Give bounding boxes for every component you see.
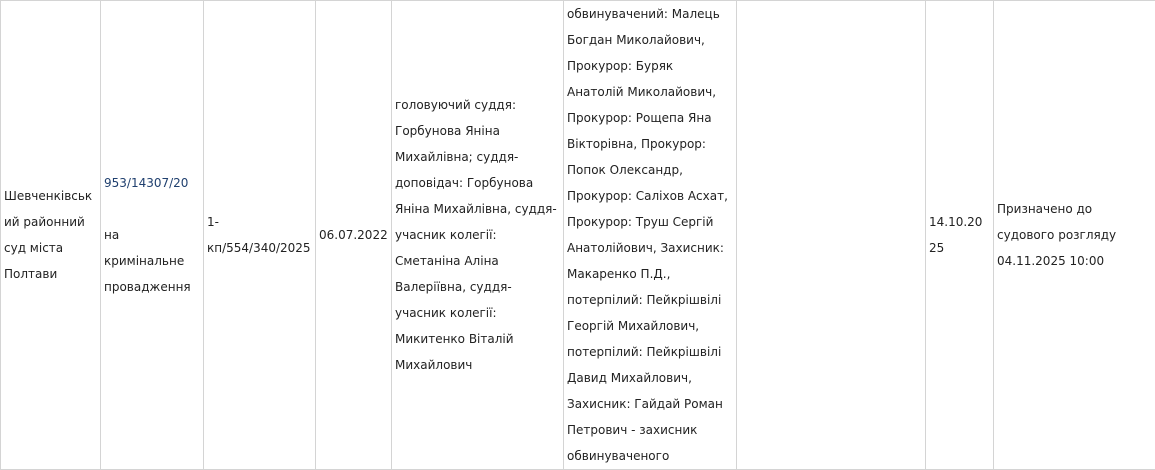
court-cell <box>1 1 101 470</box>
case-number-link[interactable]: 953/14307/20 <box>104 176 188 190</box>
judges-cell <box>392 1 564 470</box>
status-text: Призначено до судового розгляду 04.11.2025 10:00 <box>997 202 1116 268</box>
proceeding-number: 1-кп/554/340/2025 <box>207 215 311 255</box>
table-row <box>1 1 1155 470</box>
parties-cell <box>564 1 737 470</box>
parties-text: обвинувачений: Малець Богдан Миколайович, Прокурор: Буряк Анатолій Миколайович, Прокурор: Рощепа Яна Вікторівна, Прокурор: Попок Олександр, Прокурор: Саліхов Асхат, Прокурор: Труш Сергій Анатолійович, Захисник: Макаренко П.Д., потерпілий: Пейкрішвілі Георгій Михайлович, потерпілий: Пейкрішвілі Давид Михайлович, Захисник: Гайдай Роман Петрович - захисник обвинуваченого <box>567 7 728 463</box>
status-date: 14.10.2025 <box>929 215 982 255</box>
status-cell <box>994 1 1155 470</box>
status-date-cell <box>926 1 994 470</box>
case-number-cell <box>101 1 204 470</box>
court-name: Шевченківський районний суд міста Полтави <box>4 189 92 281</box>
judges-text: головуючий суддя: Горбунова Яніна Михайлівна; суддя-доповідач: Горбунова Яніна Михайлівна, суддя-учасник колегії: Сметаніна Аліна Валеріївна, суддя-учасник колегії: Микитенко Віталій Михайлович <box>395 98 557 372</box>
registration-date-cell <box>316 1 392 470</box>
proceeding-number-cell <box>204 1 316 470</box>
registration-date: 06.07.2022 <box>319 228 388 242</box>
case-form: на кримінальне провадження <box>104 228 191 294</box>
category-cell <box>737 1 926 470</box>
